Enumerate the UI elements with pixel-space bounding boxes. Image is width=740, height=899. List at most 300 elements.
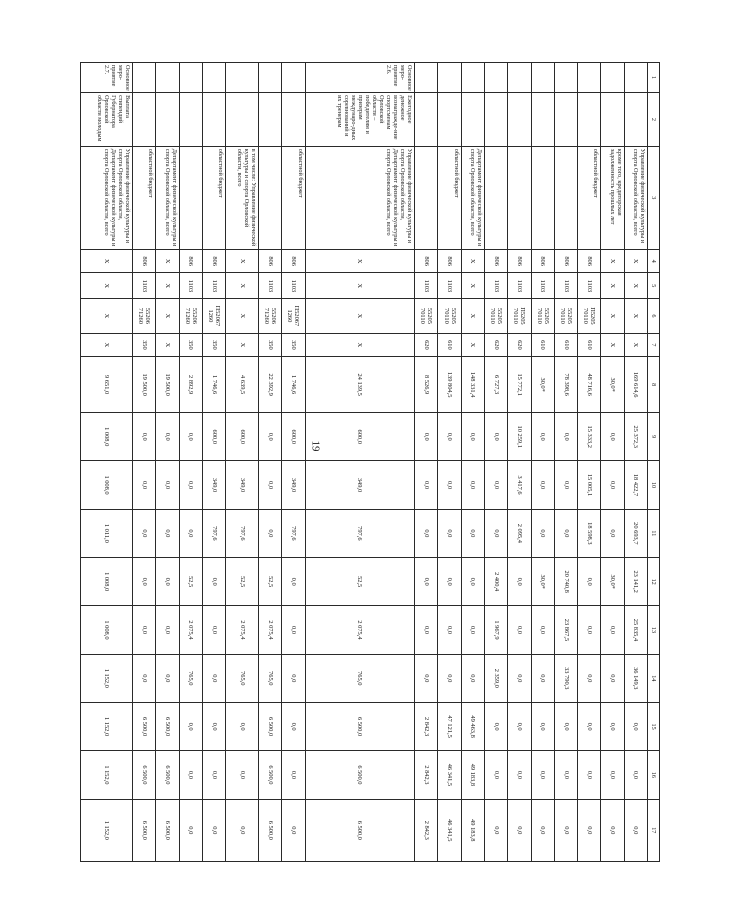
table-cell: 806 <box>415 249 438 273</box>
table-row <box>282 63 305 862</box>
table-cell: 0,0 <box>601 799 624 861</box>
table-cell: 0,0 <box>578 558 601 606</box>
table-cell: X <box>81 249 133 273</box>
table-cell <box>259 146 282 249</box>
table-cell: 0,0 <box>259 509 282 557</box>
table-cell <box>508 146 531 249</box>
table-cell: 349,0 <box>305 461 415 509</box>
table-cell: X <box>305 299 415 333</box>
table-cell: X <box>601 273 624 299</box>
table-cell: 0,0 <box>438 461 461 509</box>
table-cell: 765,0 <box>259 654 282 702</box>
table-cell: 0,0 <box>156 558 179 606</box>
table-cell: 0,0 <box>415 461 438 509</box>
table-cell: 1103 <box>531 273 554 299</box>
table-cell: 806 <box>133 249 156 273</box>
table-cell: X <box>305 333 415 357</box>
table-cell: 36 149,3 <box>624 654 647 702</box>
column-header: 1 <box>648 63 660 93</box>
table-cell: 0,0 <box>485 799 508 861</box>
table-cell: 0,0 <box>531 606 554 654</box>
table-cell: 0,0 <box>282 702 305 750</box>
table-cell: 1103 <box>485 273 508 299</box>
table-cell: П5205 70110 <box>508 299 531 333</box>
table-cell: 600,0 <box>305 413 415 461</box>
table-cell: 47 121,5 <box>438 702 461 750</box>
table-cell: 6 500,0 <box>305 751 415 799</box>
table-cell: 10 259,1 <box>508 413 531 461</box>
table-cell <box>202 63 225 93</box>
column-header: 2 <box>648 93 660 147</box>
table-cell: 6 500,0 <box>259 799 282 861</box>
table-cell: 0,0 <box>282 799 305 861</box>
table-cell: 2 075,4 <box>305 606 415 654</box>
column-header: 7 <box>648 333 660 357</box>
table-cell: 0,0 <box>133 558 156 606</box>
table-cell: 6 500,0 <box>305 799 415 861</box>
table-cell: 0,0 <box>601 461 624 509</box>
table-cell: 2 075,4 <box>259 606 282 654</box>
table-row <box>485 63 508 862</box>
table-row <box>156 63 179 862</box>
table-cell: 0,0 <box>202 606 225 654</box>
table-cell: 1 008,0 <box>81 461 133 509</box>
table-cell: 18 422,7 <box>624 461 647 509</box>
table-cell: 0,0 <box>202 558 225 606</box>
table-cell: Основное меро-приятие 2.7. <box>81 63 133 93</box>
table-cell: X <box>305 273 415 299</box>
table-cell <box>282 93 305 147</box>
table-cell <box>415 146 438 249</box>
table-cell: 8 526,9 <box>415 357 438 413</box>
table-cell: 806 <box>508 249 531 273</box>
table-cell: 0,0 <box>179 413 202 461</box>
table-cell <box>531 146 554 249</box>
table-cell: 2 359,0 <box>485 654 508 702</box>
table-cell: 1103 <box>179 273 202 299</box>
column-header: 11 <box>648 509 660 557</box>
table-cell <box>624 93 647 147</box>
table-cell <box>438 93 461 147</box>
table-cell: 1 152,0 <box>81 702 133 750</box>
table-cell: 148 331,4 <box>461 357 484 413</box>
column-header: 10 <box>648 461 660 509</box>
table-cell: 52,5 <box>305 558 415 606</box>
table-cell: X <box>156 333 179 357</box>
table-cell: X <box>461 249 484 273</box>
table-cell: 0,0 <box>601 751 624 799</box>
table-cell: 6 500,0 <box>259 751 282 799</box>
table-cell: 6 500,0 <box>305 702 415 750</box>
table-cell: 0,0 <box>485 702 508 750</box>
table-cell: 797,6 <box>305 509 415 557</box>
table-cell <box>485 93 508 147</box>
table-cell: 19 500,0 <box>156 357 179 413</box>
table-cell: П52067 1260 <box>282 299 305 333</box>
table-row <box>554 63 577 862</box>
table-cell: 0,0 <box>461 509 484 557</box>
table-cell: 52,5 <box>179 558 202 606</box>
table-cell: Управление физической культуры и спорта Орловской области, всего <box>624 146 647 249</box>
table-cell <box>461 63 484 93</box>
table-cell: X <box>624 333 647 357</box>
table-cell: 0,0 <box>485 751 508 799</box>
table-cell: 1103 <box>554 273 577 299</box>
table-cell: X <box>305 249 415 273</box>
table-cell <box>259 63 282 93</box>
table-cell: X <box>461 333 484 357</box>
table-cell: 0,0 <box>578 751 601 799</box>
table-cell: кроме того, кредиторская задолженность прошлых лет <box>601 146 624 249</box>
table-cell: 0,0 <box>133 509 156 557</box>
table-cell: 1103 <box>202 273 225 299</box>
table-cell: X <box>624 249 647 273</box>
table-cell: 22 392,9 <box>259 357 282 413</box>
table-row <box>508 63 531 862</box>
table-cell: 0,0 <box>578 702 601 750</box>
table-cell <box>133 63 156 93</box>
table-row <box>461 63 484 862</box>
table-cell: 610 <box>531 333 554 357</box>
column-header: 3 <box>648 146 660 249</box>
table-cell: 49 183,8 <box>461 751 484 799</box>
table-cell: X <box>156 273 179 299</box>
table-cell: 6 500,0 <box>156 751 179 799</box>
table-cell: 1103 <box>415 273 438 299</box>
table-cell: 797,6 <box>226 509 259 557</box>
table-cell: 46 341,5 <box>438 751 461 799</box>
table-cell: 0,0 <box>133 654 156 702</box>
table-cell: 4 639,5 <box>226 357 259 413</box>
column-header: 14 <box>648 654 660 702</box>
table-cell: 0,0 <box>202 702 225 750</box>
table-cell: 0,0 <box>133 413 156 461</box>
table-cell: 1103 <box>282 273 305 299</box>
table-cell: 52,5 <box>259 558 282 606</box>
table-cell: 49 183,8 <box>461 799 484 861</box>
table-cell: 600,0 <box>282 413 305 461</box>
table-cell: 1103 <box>259 273 282 299</box>
table-cell: X <box>601 249 624 273</box>
table-cell: 0,0 <box>531 702 554 750</box>
table-cell: 1103 <box>438 273 461 299</box>
table-cell: Основное меро-приятие 2.6. <box>305 63 415 93</box>
table-cell: 806 <box>578 249 601 273</box>
table-cell: 0,0 <box>601 509 624 557</box>
table-cell: 0,0 <box>156 413 179 461</box>
table-cell: 0,0 <box>624 799 647 861</box>
table-cell: 139 804,5 <box>438 357 461 413</box>
table-cell: 0,0 <box>438 654 461 702</box>
table-cell: областной бюджет <box>438 146 461 249</box>
table-cell: 0,0 <box>156 654 179 702</box>
table-cell: 0,0 <box>226 751 259 799</box>
table-cell: 806 <box>531 249 554 273</box>
table-cell: 1 008,0 <box>81 558 133 606</box>
table-row <box>624 63 647 862</box>
table-cell: 0,0 <box>578 799 601 861</box>
table-cell: 0,0 <box>133 606 156 654</box>
table-cell: областной бюджет <box>202 146 225 249</box>
table-cell <box>578 93 601 147</box>
table-cell: в том числе: Управление физической культуры и спорта Орловской области, всего <box>226 146 259 249</box>
table-row <box>305 63 415 862</box>
table-row <box>133 63 156 862</box>
table-cell: 797,6 <box>282 509 305 557</box>
table-row <box>601 63 624 862</box>
table-cell: 0,0 <box>156 461 179 509</box>
page-number: 19 <box>309 440 322 452</box>
table-cell <box>156 63 179 93</box>
table-cell: 610 <box>438 333 461 357</box>
table-cell <box>226 93 259 147</box>
table-cell <box>415 63 438 93</box>
table-cell: 0,0 <box>531 509 554 557</box>
table-cell: 15 005,1 <box>578 461 601 509</box>
column-header: 6 <box>648 299 660 333</box>
table-cell: 0,0 <box>601 702 624 750</box>
table-cell: 0,0 <box>508 751 531 799</box>
table-cell: 30,0* <box>601 357 624 413</box>
table-cell: 55206 71260 <box>259 299 282 333</box>
table-cell: 765,0 <box>179 654 202 702</box>
table-cell: Ежегодное денежное вознагражде-ние спортсменам Орловской области – победителям и призерам междунаро-дных соревнований и их тренерам <box>305 93 415 147</box>
table-cell: X <box>226 273 259 299</box>
table-cell: X <box>624 273 647 299</box>
table-cell: 806 <box>282 249 305 273</box>
table-cell: областной бюджет <box>578 146 601 249</box>
table-cell: 350 <box>133 333 156 357</box>
table-cell: 6 727,3 <box>485 357 508 413</box>
table-cell: 55205 70110 <box>415 299 438 333</box>
table-cell: 1 967,9 <box>485 606 508 654</box>
table-cell: 2 075,4 <box>179 606 202 654</box>
table-cell: 0,0 <box>202 654 225 702</box>
table-cell: 350 <box>202 333 225 357</box>
table-cell <box>415 93 438 147</box>
table-row <box>415 63 438 862</box>
table-cell: 0,0 <box>601 606 624 654</box>
table-cell: 0,0 <box>415 606 438 654</box>
table-cell: 0,0 <box>226 702 259 750</box>
table-cell: 0,0 <box>415 558 438 606</box>
table-cell: 0,0 <box>179 702 202 750</box>
table-cell: 806 <box>438 249 461 273</box>
column-header: 4 <box>648 249 660 273</box>
table-cell: 0,0 <box>282 558 305 606</box>
table-cell: 18 598,3 <box>578 509 601 557</box>
table-cell: 806 <box>202 249 225 273</box>
table-cell: Управление физической культуры и спорта Орловской области, Департамент физической культуры и спорта Орловской области, всего <box>81 146 133 249</box>
table-cell: 46 341,5 <box>438 799 461 861</box>
table-cell: 55205 70110 <box>485 299 508 333</box>
table-cell: 0,0 <box>438 558 461 606</box>
table-cell: 806 <box>554 249 577 273</box>
table-row <box>578 63 601 862</box>
table-cell: X <box>461 299 484 333</box>
table-cell <box>508 63 531 93</box>
table-row <box>179 63 202 862</box>
table-cell: 0,0 <box>179 799 202 861</box>
table-cell: 765,0 <box>305 654 415 702</box>
table-cell: 0,0 <box>624 751 647 799</box>
table-cell: X <box>81 299 133 333</box>
table-cell: 806 <box>485 249 508 273</box>
table-cell: 15 333,2 <box>578 413 601 461</box>
table-cell: Управление физической культуры и спорта Орловской области, Департамент физической культуры и спорта Орловской области, всего <box>305 146 415 249</box>
table-cell: 48 716,6 <box>578 357 601 413</box>
table-cell: П52067 1260 <box>202 299 225 333</box>
table-cell: 0,0 <box>508 799 531 861</box>
table-cell: 169 614,6 <box>624 357 647 413</box>
table-cell: 0,0 <box>461 606 484 654</box>
table-cell: 55206 71260 <box>133 299 156 333</box>
table-cell: 610 <box>578 333 601 357</box>
table-cell: 350 <box>259 333 282 357</box>
table-cell: X <box>461 273 484 299</box>
table-body <box>81 63 648 862</box>
table-cell: 0,0 <box>461 413 484 461</box>
table-cell: 2 075,4 <box>226 606 259 654</box>
table-cell: X <box>81 273 133 299</box>
table-cell: 0,0 <box>415 654 438 702</box>
table-cell: 0,0 <box>485 509 508 557</box>
table-header-row <box>648 63 660 862</box>
table-cell: 0,0 <box>531 413 554 461</box>
table-cell: 30,0* <box>531 558 554 606</box>
table-cell: 55205 70110 <box>554 299 577 333</box>
table-cell: 0,0 <box>508 606 531 654</box>
table-cell: 0,0 <box>415 413 438 461</box>
column-header: 17 <box>648 799 660 861</box>
table-cell <box>485 146 508 249</box>
table-cell: 806 <box>179 249 202 273</box>
table-cell: 0,0 <box>554 702 577 750</box>
table-cell: 0,0 <box>578 654 601 702</box>
table-cell <box>531 63 554 93</box>
column-header: 12 <box>648 558 660 606</box>
table-cell: 0,0 <box>156 606 179 654</box>
table-cell: 9 651,0 <box>81 357 133 413</box>
table-cell: 0,0 <box>438 413 461 461</box>
column-header: 5 <box>648 273 660 299</box>
table-cell: 6 500,0 <box>133 799 156 861</box>
table-cell: X <box>156 299 179 333</box>
table-cell <box>624 63 647 93</box>
table-cell: 19 500,0 <box>133 357 156 413</box>
table-cell: 6 500,0 <box>133 702 156 750</box>
table-cell: 0,0 <box>179 751 202 799</box>
table-cell <box>259 93 282 147</box>
table-cell: 0,0 <box>601 413 624 461</box>
table-cell: 600,0 <box>226 413 259 461</box>
table-cell: 20 740,8 <box>554 558 577 606</box>
table-cell <box>438 63 461 93</box>
table-cell <box>554 63 577 93</box>
table-cell: X <box>226 333 259 357</box>
table-cell: 600,0 <box>202 413 225 461</box>
table-cell: 0,0 <box>179 461 202 509</box>
table-cell: 0,0 <box>508 558 531 606</box>
table-cell: областной бюджет <box>133 146 156 249</box>
table-cell: 1103 <box>133 273 156 299</box>
table-cell: 0,0 <box>202 799 225 861</box>
table-cell: 0,0 <box>259 461 282 509</box>
table-cell <box>554 146 577 249</box>
table-cell: 0,0 <box>554 413 577 461</box>
table-row <box>531 63 554 862</box>
table-cell: Выплата стипендий Губернатора Орловской области молодым <box>81 93 133 147</box>
table-cell: 6 500,0 <box>133 751 156 799</box>
table-cell: X <box>156 249 179 273</box>
table-cell: 0,0 <box>202 751 225 799</box>
table-cell: 24 139,5 <box>305 357 415 413</box>
table-cell <box>554 93 577 147</box>
table-cell <box>179 93 202 147</box>
table-cell: 349,0 <box>202 461 225 509</box>
table-cell: 797,6 <box>202 509 225 557</box>
table-cell <box>226 63 259 93</box>
table-cell: 6 500,0 <box>156 799 179 861</box>
table-cell: 6 500,0 <box>259 702 282 750</box>
table-cell: 0,0 <box>531 751 554 799</box>
budget-table <box>80 62 660 862</box>
budget-table-container <box>80 62 660 862</box>
table-cell: 2 095,4 <box>508 509 531 557</box>
table-cell: 25 835,4 <box>624 606 647 654</box>
table-cell: 0,0 <box>415 509 438 557</box>
table-cell: 23 867,5 <box>554 606 577 654</box>
table-row <box>259 63 282 862</box>
table-cell: X <box>226 249 259 273</box>
table-cell: 0,0 <box>282 654 305 702</box>
table-cell: 0,0 <box>461 558 484 606</box>
table-cell: 2 400,4 <box>485 558 508 606</box>
table-cell: 765,0 <box>226 654 259 702</box>
table-cell <box>282 63 305 93</box>
table-cell: 0,0 <box>282 751 305 799</box>
table-row <box>202 63 225 862</box>
table-cell: 3 417,6 <box>508 461 531 509</box>
table-cell: 33 790,3 <box>554 654 577 702</box>
table-cell <box>531 93 554 147</box>
table-row <box>438 63 461 862</box>
table-cell <box>202 93 225 147</box>
table-cell: 0,0 <box>554 799 577 861</box>
table-cell: 0,0 <box>485 413 508 461</box>
table-cell: X <box>81 333 133 357</box>
table-cell: 2 892,9 <box>179 357 202 413</box>
table-cell: 1 008,0 <box>81 606 133 654</box>
table-cell <box>461 93 484 147</box>
table-cell: 15 772,1 <box>508 357 531 413</box>
table-cell: областной бюджет <box>282 146 305 249</box>
table-cell: 0,0 <box>554 751 577 799</box>
table-cell: 0,0 <box>133 461 156 509</box>
table-cell: 30,0* <box>531 357 554 413</box>
table-cell: 30,0* <box>601 558 624 606</box>
table-cell: 55205 70110 <box>531 299 554 333</box>
table-cell: 2 842,3 <box>415 702 438 750</box>
table-cell: 55206 71260 <box>179 299 202 333</box>
table-cell: 1103 <box>578 273 601 299</box>
table-cell: 0,0 <box>531 654 554 702</box>
table-cell: 0,0 <box>282 606 305 654</box>
table-cell: 6 500,0 <box>156 702 179 750</box>
table-cell: 0,0 <box>624 702 647 750</box>
table-cell: 0,0 <box>438 509 461 557</box>
table-cell: 0,0 <box>554 461 577 509</box>
